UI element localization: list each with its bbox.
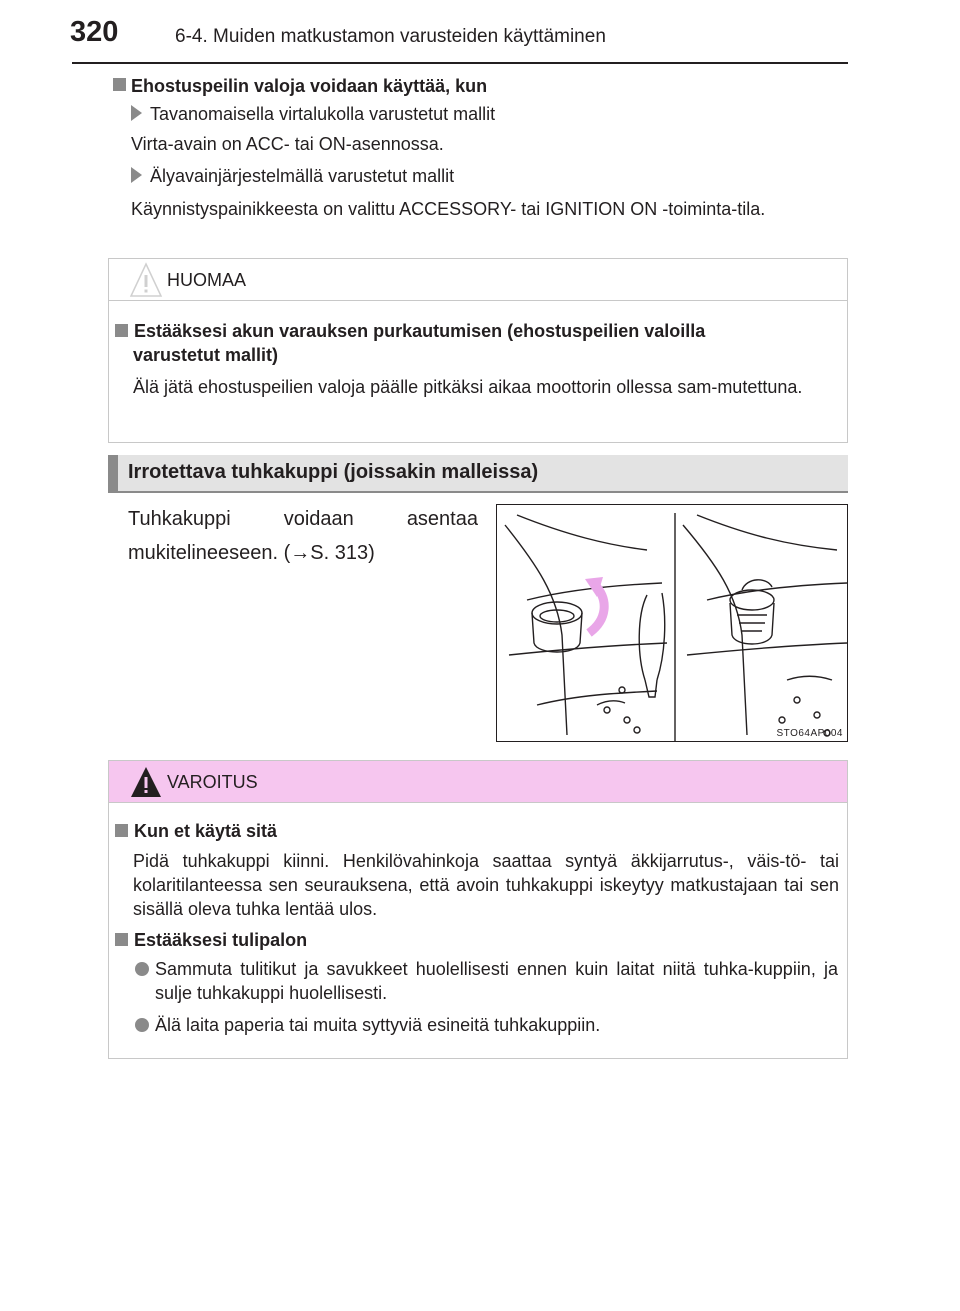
- section-title: Irrotettava tuhkakuppi (joissakin malleissa): [128, 461, 539, 483]
- section-header: [108, 455, 848, 491]
- ignition-model-subheading: Tavanomaisella virtalukolla varustetut mallit: [131, 104, 495, 125]
- triangle-bullet-icon: [131, 167, 142, 183]
- ashtray-figure: [496, 504, 848, 742]
- warning-heading-1: Kun et käytä sitä: [115, 819, 840, 843]
- square-bullet-icon: [115, 324, 128, 337]
- notice-heading: Estääksesi akun varauksen purkautumisen (ehostuspeilien valoilla varustetut mallit): [115, 319, 840, 367]
- triangle-bullet-icon: [131, 105, 142, 121]
- ignition-model-text: Virta-avain on ACC- tai ON-asennossa.: [131, 134, 444, 154]
- round-bullet-icon: [135, 1018, 149, 1032]
- header-rule: [72, 62, 848, 64]
- ashtray-description: Tuhkakuppi voidaan asentaa mukitelineeseen. (→S. 313): [128, 502, 478, 570]
- warning-title: VAROITUS: [167, 772, 258, 792]
- notice-title: HUOMAA: [167, 270, 247, 290]
- warning-header: [109, 761, 847, 803]
- figure-code: STO64AP004: [776, 728, 843, 739]
- warning-triangle-icon: [129, 764, 163, 800]
- ashtray-illustration: [497, 505, 848, 742]
- smart-key-subheading: Älyavainjärjestelmällä varustetut mallit: [131, 166, 454, 187]
- mirror-lights-heading: Ehostuspeilin valoja voidaan käyttää, kun: [113, 76, 487, 97]
- warning-box: [108, 760, 848, 1059]
- square-bullet-icon: [113, 78, 126, 91]
- page-reference-link[interactable]: mukitelineeseen. (→S. 313): [128, 542, 375, 564]
- warning-heading-2: Estääksesi tulipalon: [115, 928, 840, 952]
- square-bullet-icon: [115, 933, 128, 946]
- round-bullet-icon: [135, 962, 149, 976]
- notice-header: [109, 259, 847, 301]
- warning-text-1: Pidä tuhkakuppi kiinni. Henkilövahinkoja saattaa syntyä äkkijarrutus-, väis-tö- tai kolaritilanteessa sen seurauksena, että avoin tuhkakuppi iskeytyy matkustajaan tai sen sisällä oleva tuhka lentää ulos.: [133, 851, 839, 919]
- smart-key-text: Käynnistyspainikkeesta on valittu ACCESSORY- tai IGNITION ON -toiminta-tila.: [131, 199, 766, 219]
- notice-text: Älä jätä ehostuspeilien valoja päälle pitkäksi aikaa moottorin ollessa sam-mutettuna.: [133, 377, 803, 397]
- warning-bullet-2: Älä laita paperia tai muita syttyviä esineitä tuhkakuppiin.: [135, 1013, 838, 1037]
- warning-bullet-1: Sammuta tulitikut ja savukkeet huolellisesti ennen kuin laitat niitä tuhka-kuppiin, ja sulje tuhkakuppi huolellisesti.: [135, 957, 838, 1005]
- warning-triangle-icon: [129, 262, 163, 298]
- square-bullet-icon: [115, 824, 128, 837]
- section-rule: [108, 491, 848, 493]
- notice-box: [108, 258, 848, 443]
- section-accent: [108, 455, 118, 491]
- page-number: 320: [70, 16, 119, 48]
- chapter-title: 6-4. Muiden matkustamon varusteiden käyttäminen: [175, 26, 606, 47]
